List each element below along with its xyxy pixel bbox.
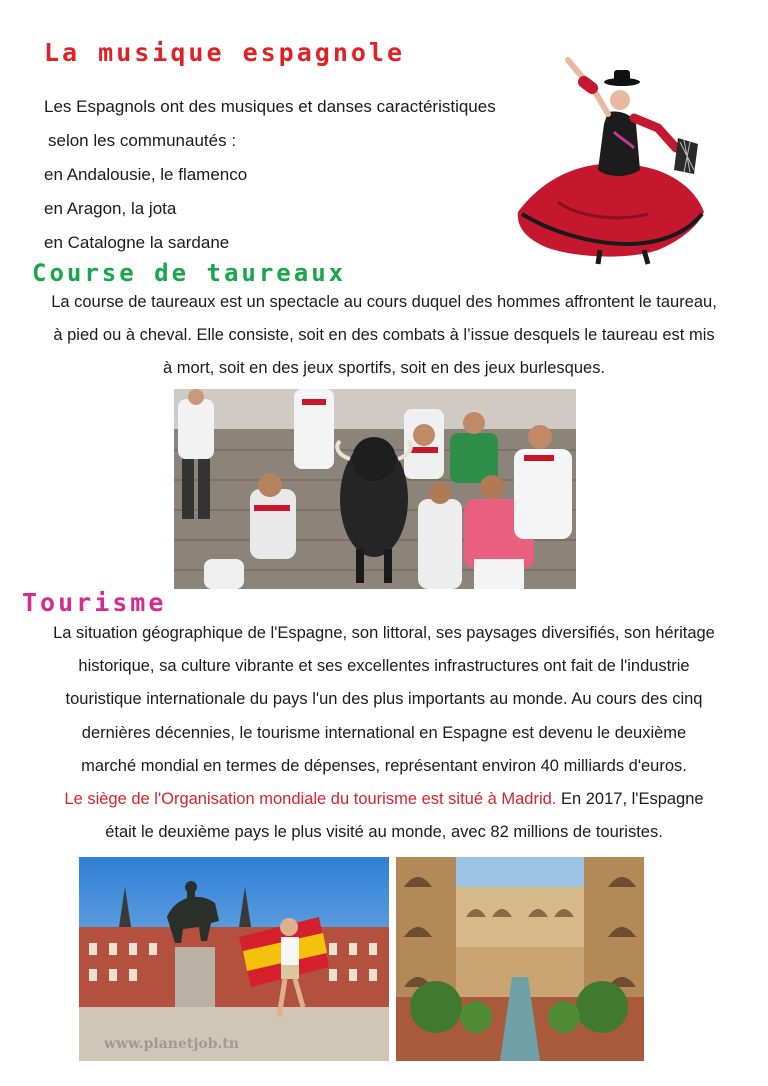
- course-line: à pied ou à cheval. Elle consiste, soit en des combats à l’issue desquels le taureau est mis: [53, 326, 715, 345]
- alcazar-photo: [396, 857, 644, 1061]
- course-title: Course de taureaux: [32, 259, 347, 287]
- bull-run-photo: [174, 389, 576, 589]
- tourisme-line-continuation: En 2017, l'Espagne: [556, 790, 704, 809]
- musique-line: selon les communautés :: [48, 131, 237, 150]
- course-line: à mort, soit en des jeux sportifs, soit en des jeux burlesques.: [162, 359, 606, 378]
- musique-line: en Catalogne la sardane: [44, 233, 230, 252]
- musique-line: en Andalousie, le flamenco: [44, 165, 248, 184]
- musique-line: Les Espagnols ont des musiques et danses caractéristiques: [44, 97, 496, 116]
- tourisme-paragraph: [12, 617, 756, 849]
- course-paragraph: [12, 286, 756, 386]
- musique-text: [44, 92, 544, 262]
- tourisme-title: Tourisme: [22, 588, 167, 617]
- musique-title: La musique espagnole: [44, 38, 406, 67]
- tourisme-line: dernières décennies, le tourisme international en Espagne est devenu le deuxième: [81, 723, 687, 742]
- tourisme-line: historique, sa culture vibrante et ses excellentes infrastructures ont fait de l'industrie: [78, 657, 690, 676]
- watermark: www.planetjob.tn: [104, 1036, 240, 1052]
- plaza-mayor-photo: [79, 857, 389, 1061]
- flamenco-dancer-image: [508, 52, 714, 270]
- course-line: La course de taureaux est un spectacle au cours duquel des hommes affrontent le taureau,: [51, 293, 717, 311]
- musique-line: en Aragon, la jota: [44, 199, 177, 218]
- tourisme-line: était le deuxième pays le plus visité au monde, avec 82 millions de touristes.: [105, 823, 663, 842]
- tourisme-line: touristique internationale du pays l'un des plus importants au monde. Au cours des cinq: [65, 690, 703, 709]
- tourisme-line: La situation géographique de l'Espagne, son littoral, ses paysages diversifiés, son héritage: [53, 624, 715, 642]
- tourisme-line: [12, 783, 756, 816]
- tourisme-line: marché mondial en termes de dépenses, représentant environ 40 milliards d'euros.: [81, 756, 687, 775]
- madrid-highlight: Le siège de l'Organisation mondiale du tourisme est situé à Madrid.: [64, 790, 557, 809]
